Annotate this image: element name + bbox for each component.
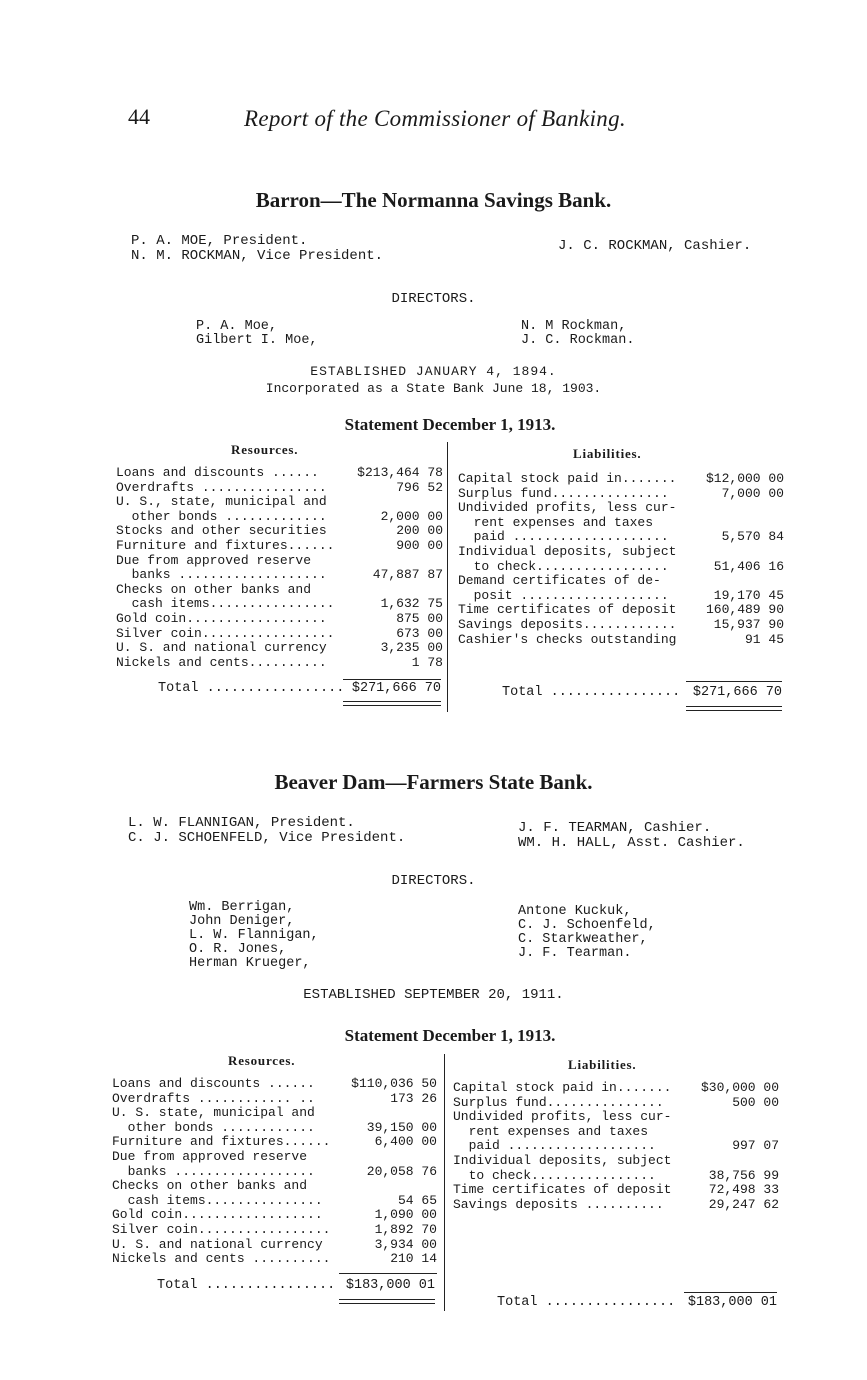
ledger-amount: 673 00 <box>396 625 443 641</box>
officer-vice-president: C. J. SCHOENFELD, Vice President. <box>128 830 406 846</box>
director-name: John Deniger, <box>189 914 295 929</box>
ledger-amount: $110,036 50 <box>351 1076 437 1091</box>
ledger-row <box>112 1179 437 1194</box>
ledger-row <box>458 560 784 575</box>
statement-heading: Statement December 1, 1913. <box>344 1026 556 1045</box>
bank-title-beaver-dam: Beaver Dam—Farmers State Bank. <box>274 770 593 794</box>
ledger-row <box>112 1106 437 1121</box>
director-name: Wm. Berrigan, <box>189 900 295 915</box>
ledger-label: rent expenses and taxes <box>453 1123 649 1139</box>
ledger-row <box>453 1154 779 1169</box>
ledger-amount: 796 52 <box>396 479 443 495</box>
ledger-amount: 20,058 76 <box>366 1163 437 1179</box>
ledger-row <box>112 1121 437 1136</box>
ledger-label: Time certificates of deposit <box>453 1182 672 1198</box>
ledger-label: Individual deposits, subject <box>453 1153 672 1168</box>
ledger-row <box>112 1150 437 1165</box>
ledger-label: banks .................. <box>112 1163 315 1179</box>
established-date: ESTABLISHED SEPTEMBER 20, 1911. <box>303 987 564 1003</box>
director-name: C. Starkweather, <box>518 932 648 947</box>
ledger-label: posit ................... <box>458 587 669 603</box>
ledger-row <box>116 510 443 525</box>
double-rule <box>686 710 782 711</box>
ledger-label: Individual deposits, subject <box>458 544 677 559</box>
ledger-label: Nickels and cents .......... <box>112 1251 331 1267</box>
resources-heading: Resources. <box>228 1053 296 1068</box>
ledger-amount: 3,235 00 <box>380 640 443 656</box>
ledger-row <box>453 1110 779 1125</box>
incorporated-date: Incorporated as a State Bank June 18, 1903. <box>265 381 602 396</box>
page-number: 44 <box>128 104 150 129</box>
ledger-label: paid ................... <box>453 1138 656 1154</box>
ledger-label: other bonds ............ <box>112 1119 315 1135</box>
ledger-row <box>116 656 443 671</box>
ledger-label: Checks on other banks and <box>116 581 312 597</box>
officer-asst-cashier: WM. H. HALL, Asst. Cashier. <box>518 835 745 851</box>
director-name: N. M Rockman, <box>521 319 627 334</box>
ledger-amount: $30,000 00 <box>700 1080 779 1095</box>
ledger-row <box>116 612 443 627</box>
ledger-row <box>116 597 443 612</box>
ledger-row <box>453 1169 779 1184</box>
ledger-label: U. S. state, municipal and <box>112 1105 315 1121</box>
running-title: Report of the Commissioner of Banking. <box>244 106 626 131</box>
total-rule <box>686 681 782 682</box>
total-rule <box>684 1292 777 1293</box>
resources-total-value: $271,666 70 <box>351 681 441 696</box>
liabilities-heading: Liabilities. <box>568 1057 637 1072</box>
ledger-label: U. S. and national currency <box>112 1236 323 1252</box>
ledger-row <box>116 524 443 539</box>
ledger-amount: 91 45 <box>744 631 784 647</box>
double-rule <box>339 1303 435 1304</box>
ledger-label: Undivided profits, less cur- <box>458 500 677 516</box>
officer-president: P. A. MOE, President. <box>131 233 308 249</box>
ledger-row <box>453 1125 779 1140</box>
double-rule <box>686 706 782 707</box>
ledger-label: Loans and discounts ...... <box>112 1076 315 1091</box>
ledger-amount: 15,937 90 <box>713 617 784 632</box>
ledger-label: Due from approved reserve <box>112 1149 308 1164</box>
ledger-label: U. S. and national currency <box>116 640 327 656</box>
ledger-label: Time certificates of deposit <box>458 602 677 618</box>
ledger-row <box>116 539 443 554</box>
ledger-row <box>458 603 784 618</box>
ledger-row <box>112 1165 437 1180</box>
ledger-row <box>458 618 784 633</box>
ledger-amount: $12,000 00 <box>705 471 784 486</box>
liabilities-total-label: Total ................ <box>502 685 681 700</box>
ledger-label: Silver coin................. <box>116 625 335 641</box>
ledger-label: banks ................... <box>116 567 327 583</box>
liabilities-heading: Liabilities. <box>573 446 642 461</box>
ledger-label: Silver coin................. <box>112 1222 331 1237</box>
ledger-label: Overdrafts ............ .. <box>112 1090 315 1106</box>
ledger-label: Furniture and fixtures...... <box>112 1134 331 1150</box>
ledger-amount: 7,000 00 <box>721 485 784 501</box>
ledger-row <box>116 641 443 656</box>
officer-vice-president: N. M. ROCKMAN, Vice President. <box>131 248 384 264</box>
ledger-amount: 173 26 <box>390 1090 437 1106</box>
director-name: P. A. Moe, <box>196 319 278 334</box>
ledger-amount: 5,570 84 <box>721 529 784 545</box>
ledger-row <box>112 1077 437 1092</box>
column-divider <box>444 1054 445 1311</box>
ledger-label: other bonds ............. <box>116 508 327 524</box>
director-name: J. C. Rockman. <box>521 333 635 348</box>
ledger-row <box>112 1208 437 1223</box>
ledger-row <box>112 1252 437 1267</box>
ledger-row <box>458 530 784 545</box>
total-rule <box>339 1273 437 1274</box>
ledger-amount: 29,247 62 <box>708 1196 779 1212</box>
director-name: C. J. Schoenfeld, <box>518 918 656 933</box>
ledger-amount: $213,464 78 <box>357 465 443 480</box>
ledger-row <box>116 466 443 481</box>
ledger-row <box>458 516 784 531</box>
ledger-row <box>453 1183 779 1198</box>
ledger-amount: 51,406 16 <box>713 558 784 574</box>
ledger-label: to check................ <box>453 1167 656 1183</box>
ledger-row <box>112 1223 437 1238</box>
ledger-label: Gold coin.................. <box>112 1207 323 1223</box>
statement-heading: Statement December 1, 1913. <box>344 415 556 434</box>
ledger-label: Savings deposits .......... <box>453 1196 664 1212</box>
ledger-row <box>116 495 443 510</box>
ledger-label: Due from approved reserve <box>116 552 312 568</box>
ledger-row <box>453 1198 779 1213</box>
ledger-row <box>116 554 443 569</box>
double-rule <box>343 705 441 706</box>
ledger-amount: 1,632 75 <box>380 596 443 612</box>
ledger-amount: 1,892 70 <box>374 1222 437 1237</box>
ledger-amount: 3,934 00 <box>374 1236 437 1252</box>
ledger-row <box>116 583 443 598</box>
directors-heading: DIRECTORS. <box>391 291 476 307</box>
ledger-label: Checks on other banks and <box>112 1178 308 1194</box>
ledger-label: Overdrafts ................ <box>116 479 327 495</box>
ledger-row <box>112 1194 437 1209</box>
ledger-amount: 997 07 <box>732 1138 779 1154</box>
liabilities-total-value: $183,000 01 <box>687 1295 777 1310</box>
ledger-amount: 39,150 00 <box>366 1119 437 1135</box>
ledger-row <box>116 481 443 496</box>
officer-president: L. W. FLANNIGAN, President. <box>128 815 355 831</box>
ledger-row <box>112 1135 437 1150</box>
ledger-amount: 2,000 00 <box>380 508 443 524</box>
ledger-label: to check................. <box>458 558 669 574</box>
double-rule <box>339 1299 435 1300</box>
ledger-amount: 72,498 33 <box>708 1182 779 1198</box>
ledger-label: U. S., state, municipal and <box>116 494 327 510</box>
ledger-label: Nickels and cents.......... <box>116 654 327 670</box>
ledger-amount: 6,400 00 <box>374 1134 437 1150</box>
officer-cashier: J. C. ROCKMAN, Cashier. <box>558 238 752 254</box>
ledger-row <box>458 472 784 487</box>
liabilities-total-value: $271,666 70 <box>692 685 782 700</box>
ledger-amount: 200 00 <box>396 523 443 539</box>
ledger-row <box>458 487 784 502</box>
resources-total-label: Total ................. <box>158 681 345 696</box>
ledger-label: Loans and discounts ...... <box>116 465 319 480</box>
ledger-row <box>458 501 784 516</box>
ledger-row <box>458 545 784 560</box>
ledger-row <box>116 568 443 583</box>
established-date: ESTABLISHED JANUARY 4, 1894. <box>310 364 557 379</box>
liabilities-total-label: Total ................ <box>497 1295 676 1310</box>
ledger-label: Furniture and fixtures...... <box>116 538 335 553</box>
resources-heading: Resources. <box>231 442 299 457</box>
ledger-label: Surplus fund............... <box>458 485 669 501</box>
ledger-label: paid .................... <box>458 529 669 545</box>
ledger-label: Capital stock paid in....... <box>453 1080 672 1095</box>
ledger-row <box>453 1081 779 1096</box>
ledger-amount: 875 00 <box>396 611 443 626</box>
ledger-row <box>112 1092 437 1107</box>
ledger-label: Capital stock paid in....... <box>458 471 677 486</box>
ledger-label: Gold coin.................. <box>116 611 327 626</box>
ledger-row <box>458 574 784 589</box>
director-name: Herman Krueger, <box>189 956 311 971</box>
ledger-amount: 54 65 <box>397 1192 437 1208</box>
ledger-row <box>458 589 784 604</box>
resources-total-value: $183,000 01 <box>345 1278 435 1293</box>
ledger-label: Savings deposits............ <box>458 617 677 632</box>
ledger-row <box>458 633 784 648</box>
directors-heading: DIRECTORS. <box>391 873 476 889</box>
ledger-amount: 900 00 <box>396 538 443 553</box>
ledger-label: cash items............... <box>112 1192 323 1208</box>
ledger-label: Demand certificates of de- <box>458 573 661 589</box>
ledger-amount: 210 14 <box>390 1251 437 1267</box>
total-rule <box>343 679 441 680</box>
ledger-amount: 500 00 <box>732 1094 779 1110</box>
director-name: O. R. Jones, <box>189 942 287 957</box>
ledger-label: Stocks and other securities <box>116 523 327 539</box>
ledger-amount: 1,090 00 <box>374 1207 437 1223</box>
officer-cashier: J. F. TEARMAN, Cashier. <box>518 820 712 836</box>
ledger-amount: 160,489 90 <box>705 602 784 618</box>
ledger-label: Undivided profits, less cur- <box>453 1109 672 1125</box>
director-name: J. F. Tearman. <box>518 946 632 961</box>
ledger-amount: 19,170 45 <box>713 587 784 603</box>
director-name: L. W. Flannigan, <box>189 928 319 943</box>
ledger-amount: 1 78 <box>411 654 443 670</box>
ledger-label: Cashier's checks outstanding <box>458 631 677 647</box>
ledger-row <box>112 1238 437 1253</box>
bank-title-barron: Barron—The Normanna Savings Bank. <box>255 188 612 212</box>
ledger-label: cash items................ <box>116 596 335 612</box>
ledger-row <box>116 627 443 642</box>
double-rule <box>343 701 441 702</box>
resources-total-label: Total ................ <box>157 1278 336 1293</box>
ledger-amount: 38,756 99 <box>708 1167 779 1183</box>
ledger-label: rent expenses and taxes <box>458 514 654 530</box>
director-name: Gilbert I. Moe, <box>196 333 318 348</box>
director-name: Antone Kuckuk, <box>518 904 632 919</box>
ledger-amount: 47,887 87 <box>372 567 443 583</box>
ledger-row <box>453 1139 779 1154</box>
ledger-label: Surplus fund............... <box>453 1094 664 1110</box>
column-divider <box>447 442 448 712</box>
ledger-row <box>453 1096 779 1111</box>
